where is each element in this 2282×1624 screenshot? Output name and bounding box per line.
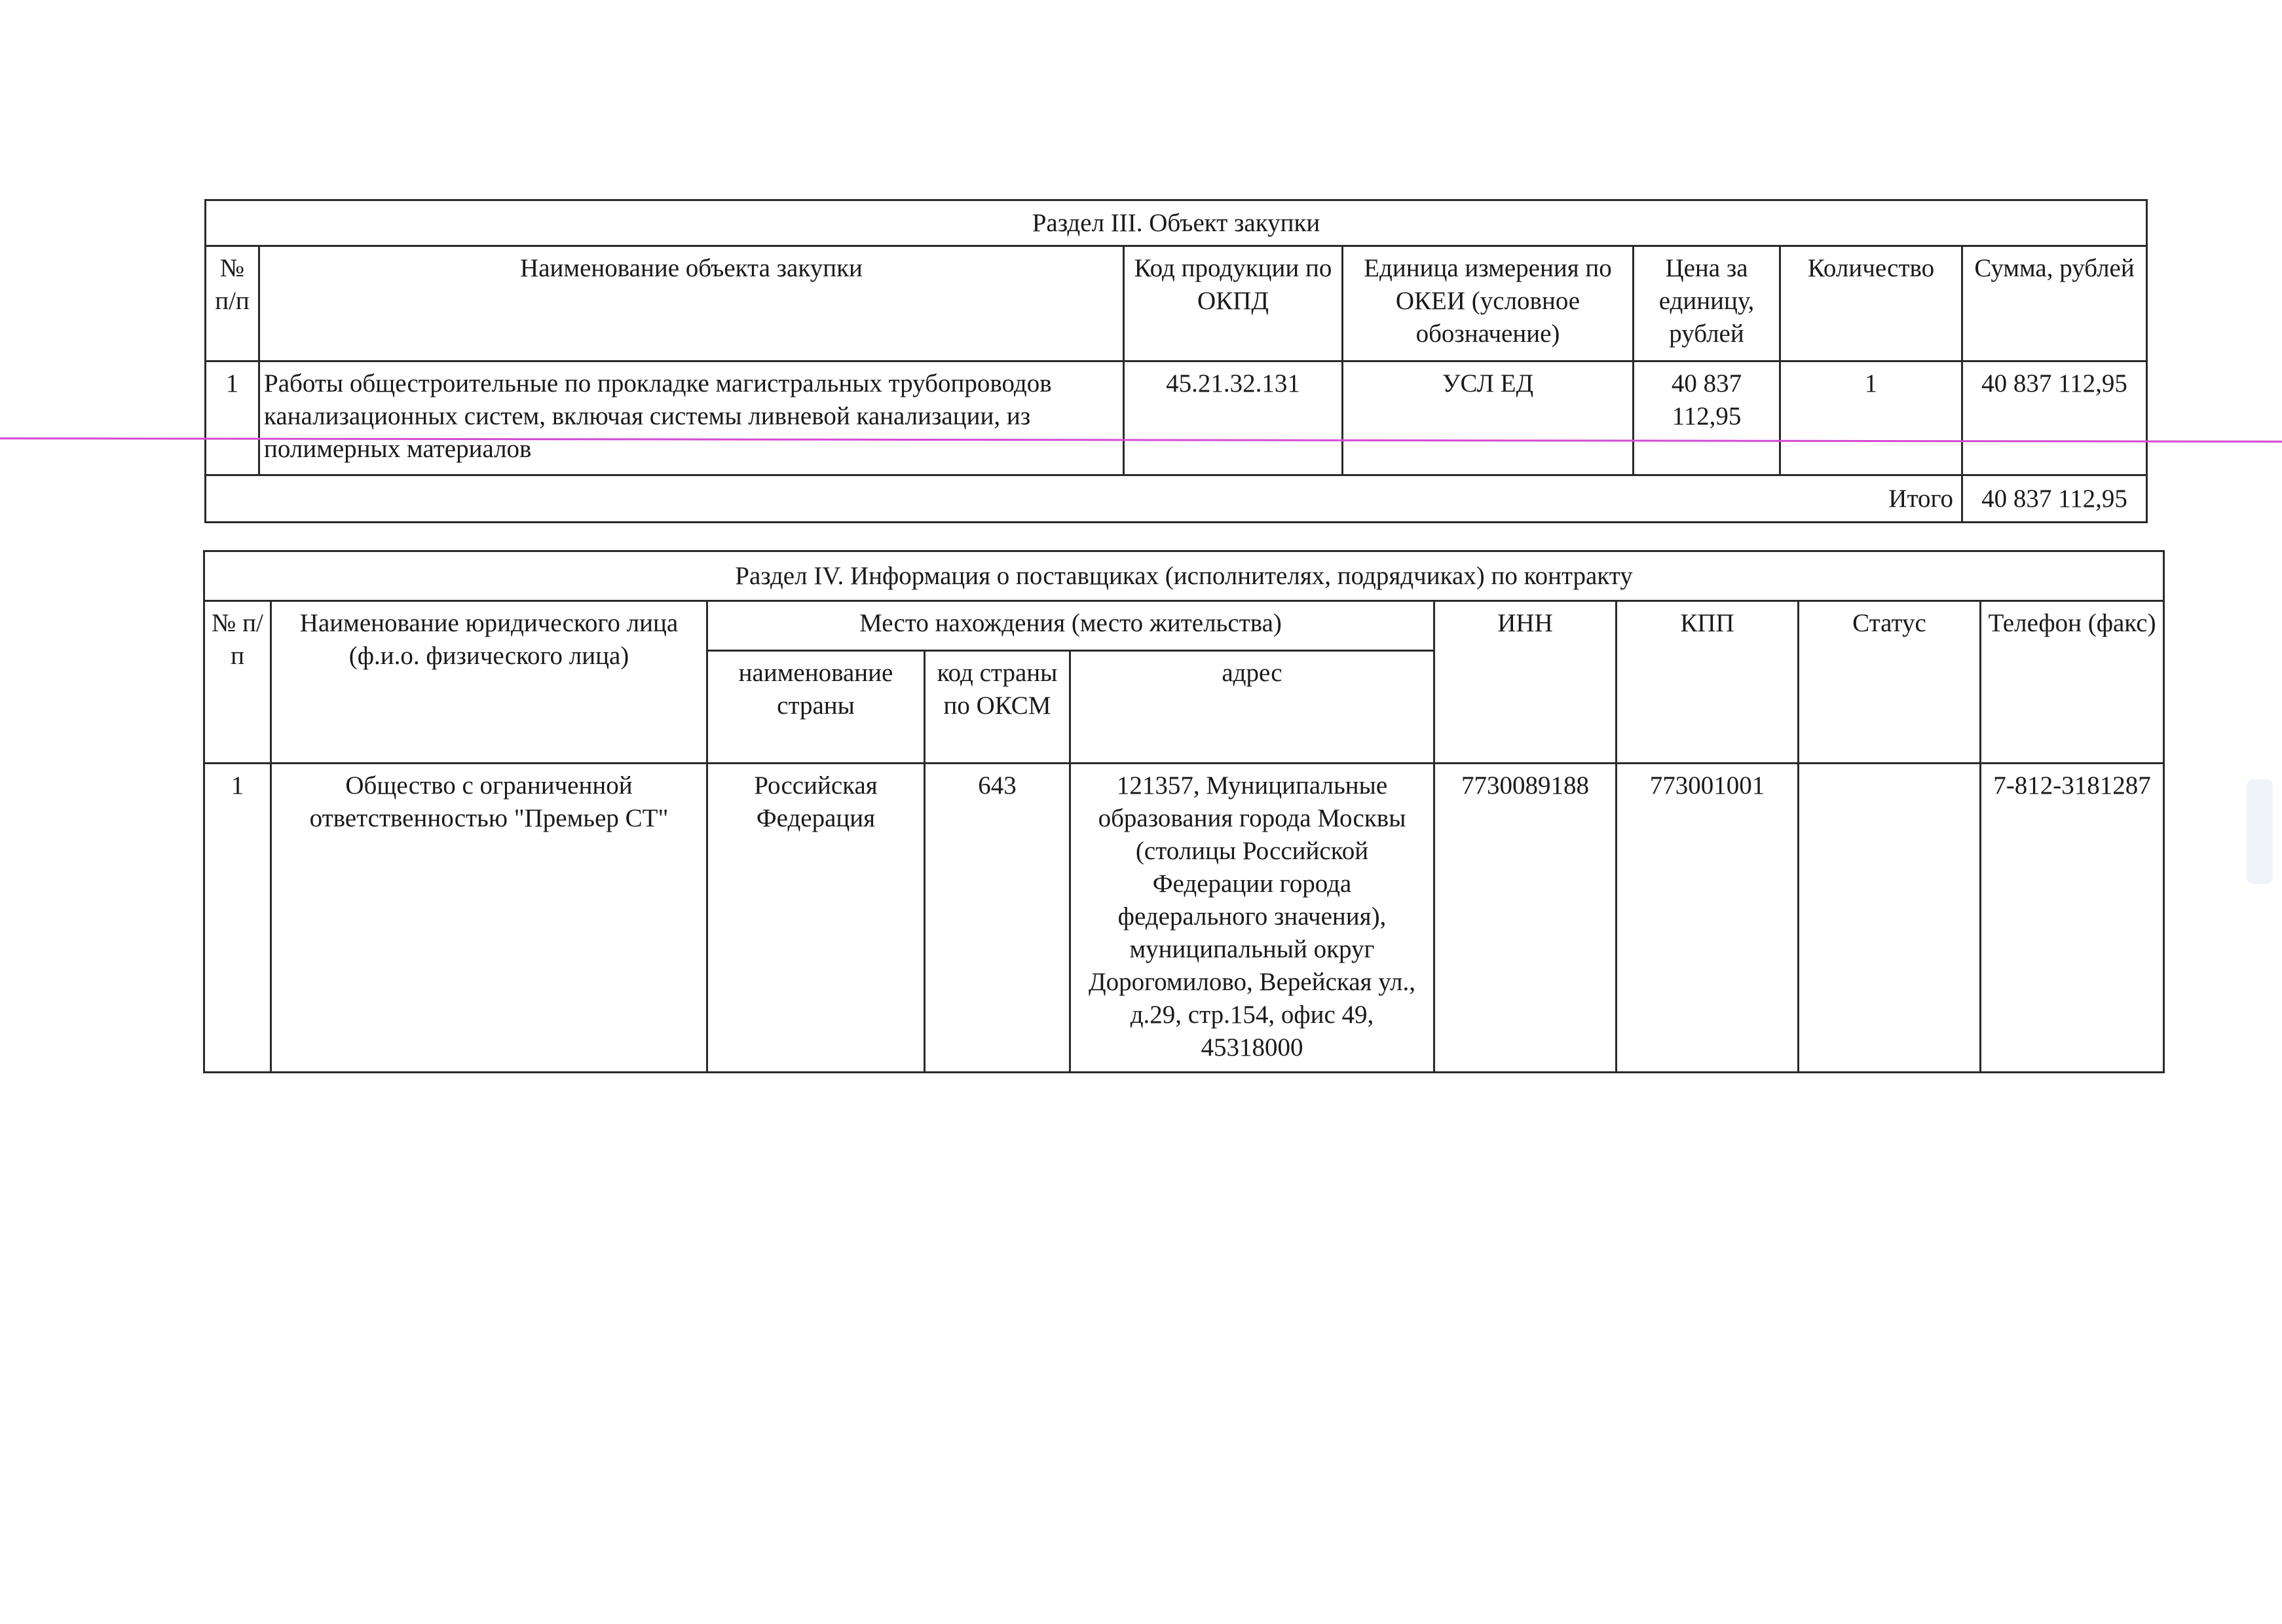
row-address: 121357, Муниципальные образования города Москвы (столицы Российской Федерации города федерального значения), муниципальный округ Дорогомилово, Верейская ул., д.29, стр.154, офис 49, 45318000 — [1070, 764, 1434, 1073]
section-iii-title: Раздел III. Объект закупки — [206, 200, 2147, 246]
row-unit-price: 40 837 112,95 — [1634, 361, 1780, 475]
header-purchase-object-name: Наименование объекта закупки — [259, 246, 1124, 361]
row-inn: 7730089188 — [1434, 764, 1617, 1073]
header-country-code: код страны по ОКСМ — [925, 651, 1070, 764]
section-iv-table — [203, 550, 2165, 1073]
header-country-name: наименование страны — [707, 651, 925, 764]
header-location: Место нахождения (место жительства) — [707, 601, 1434, 651]
table-row — [204, 764, 2164, 1073]
header-quantity: Количество — [1780, 246, 1962, 361]
header-num: № п/п — [206, 246, 259, 361]
total-value: 40 837 112,95 — [1962, 475, 2147, 523]
row-num: 1 — [206, 361, 259, 475]
row-unit: УСЛ ЕД — [1343, 361, 1634, 475]
row-quantity: 1 — [1780, 361, 1962, 475]
section-iv-title: Раздел IV. Информация о поставщиках (исполнителях, подрядчиках) по контракту — [204, 551, 2164, 601]
header-status: Статус — [1799, 601, 1981, 764]
row-num: 1 — [204, 764, 271, 1073]
row-country-name: Российская Федерация — [707, 764, 925, 1073]
total-label: Итого — [206, 475, 1962, 523]
row-okpd-code: 45.21.32.131 — [1124, 361, 1343, 475]
table-row — [206, 361, 2147, 475]
row-status — [1799, 764, 1981, 1073]
header-sum: Сумма, рублей — [1962, 246, 2147, 361]
row-legal-entity-name: Общество с ограниченной ответственностью "Премьер СТ" — [271, 764, 707, 1073]
header-phone: Телефон (факс) — [1981, 601, 2164, 764]
header-unit: Единица измерения по ОКЕИ (условное обозначение) — [1343, 246, 1634, 361]
header-unit-price: Цена за единицу, рублей — [1634, 246, 1780, 361]
header-kpp: КПП — [1617, 601, 1799, 764]
header-inn: ИНН — [1434, 601, 1617, 764]
header-okpd-code: Код продукции по ОКПД — [1124, 246, 1343, 361]
row-purchase-object-name: Работы общестроительные по прокладке магистральных трубопроводов канализационных систем, включая системы ливневой канализации, из полимерных материалов — [259, 361, 1124, 475]
row-country-code: 643 — [925, 764, 1070, 1073]
section-iii-table — [204, 199, 2148, 523]
header-num: № п/п — [204, 601, 271, 764]
row-phone: 7-812-3181287 — [1981, 764, 2164, 1073]
header-legal-entity-name: Наименование юридического лица (ф.и.о. физического лица) — [271, 601, 707, 764]
row-sum: 40 837 112,95 — [1962, 361, 2147, 475]
scan-edge-mark — [2247, 779, 2273, 884]
row-kpp: 773001001 — [1617, 764, 1799, 1073]
header-address: адрес — [1070, 651, 1434, 764]
